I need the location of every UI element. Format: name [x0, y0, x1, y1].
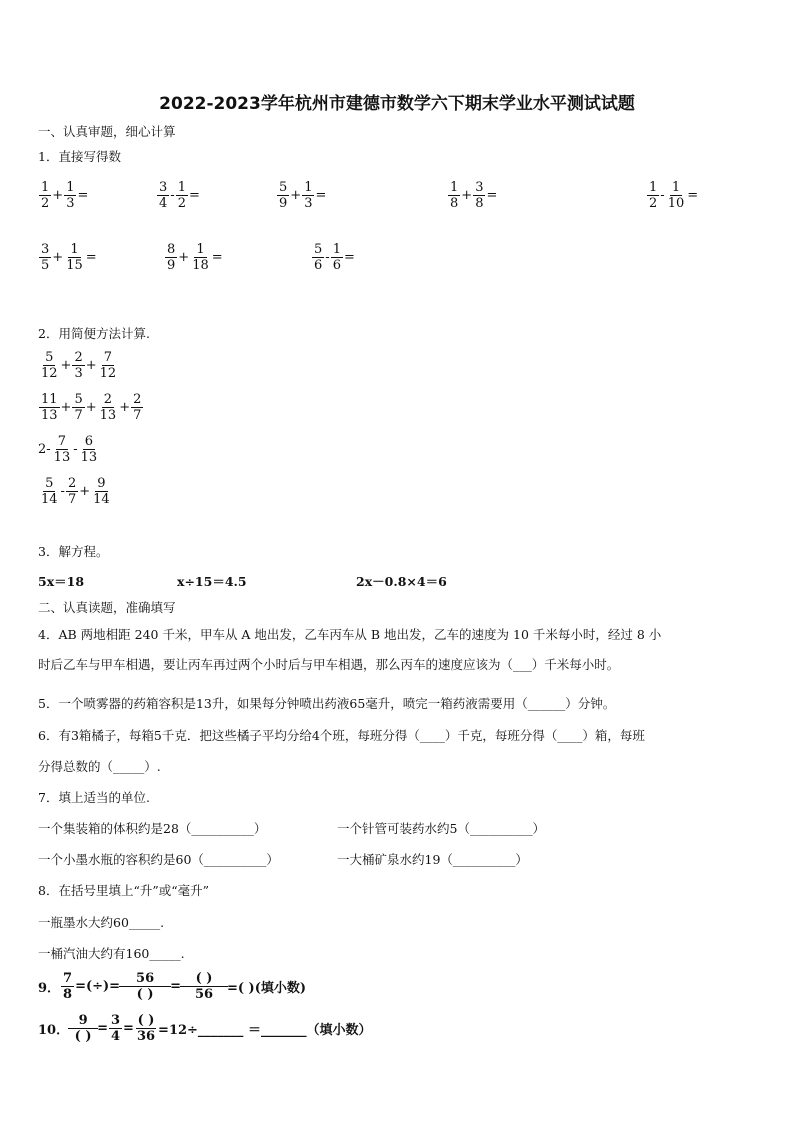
fraction: $\frac{7}{13}$ [53, 434, 71, 465]
fraction: $\frac{2}{3}$ [74, 350, 83, 381]
q4-line-1: 4．AB 两地相距 240 千米，甲车从 A 地出发，乙车丙车从 B 地出发，乙车的速度为 10 千米每小时，经过 8 小 [38, 627, 662, 642]
fraction: $\frac{3}{4}$ [159, 180, 168, 211]
fraction: $\frac{( )}{36}$ [136, 1013, 156, 1044]
q8-line-1: 一瓶墨水大约60_____. [38, 915, 165, 930]
fraction: $\frac{1}{3}$ [304, 180, 313, 211]
q1-expression: $\frac{8}{9}$ + $\frac{1}{18}$ = [167, 242, 223, 273]
q7-item-3: 一个小墨水瓶的容积约是60（__________） [38, 852, 279, 867]
q3-heading: 3．解方程。 [38, 544, 109, 559]
q1-heading: 1．直接写得数 [38, 149, 121, 164]
fraction: $\frac{7}{12}$ [99, 350, 117, 381]
section-2-heading: 二、认真读题，准确填写 [38, 600, 176, 615]
fraction: $\frac{9}{14}$ [93, 476, 110, 507]
fraction: $\frac{5}{7}$ [74, 392, 83, 423]
section-1-heading: 一、认真审题，细心计算 [38, 124, 176, 139]
q5-text: 5．一个喷雾器的药箱容积是13升，如果每分钟喷出药液65毫升，喷完一箱药液需要用（______）分钟。 [38, 696, 616, 711]
fraction: $\frac{1}{2}$ [649, 180, 658, 211]
q3-equation-1: 5x＝18 [38, 574, 85, 589]
fraction: $\frac{3}{5}$ [41, 242, 50, 273]
fraction: $\frac{2}{7}$ [67, 476, 77, 507]
q4-line-2: 时后乙车与甲车相遇，要让丙车再过两个小时后与甲车相遇，那么丙车的速度应该为（___）千米每小时。 [38, 657, 620, 672]
fraction: $\frac{1}{18}$ [192, 242, 209, 273]
fraction: $\frac{56}{( )}$ [121, 971, 169, 1002]
q1-expression: $\frac{5}{9}$ + $\frac{1}{3}$ = [279, 180, 327, 211]
q1-expression: $\frac{3}{4}$ - $\frac{1}{2}$ = [159, 180, 200, 211]
q7-item-1: 一个集装箱的体积约是28（__________） [38, 821, 267, 836]
fraction: $\frac{1}{15}$ [66, 242, 83, 273]
fraction: $\frac{2}{13}$ [99, 392, 117, 423]
fraction: $\frac{3}{4}$ [111, 1013, 121, 1044]
q1-expression: $\frac{5}{6}$ - $\frac{1}{6}$ = [314, 242, 355, 273]
q1-expression: $\frac{1}{2}$ - $\frac{1}{10}$ = [649, 180, 699, 211]
fraction: $\frac{5}{9}$ [279, 180, 288, 211]
q8-line-2: 一桶汽油大约有160_____. [38, 946, 185, 961]
fraction: $\frac{1}{3}$ [66, 180, 75, 211]
fraction: $\frac{6}{13}$ [80, 434, 98, 465]
q2-expression-4: $\frac{5}{14}$ - $\frac{2}{7}$ + $\frac{9}{14}$ [41, 476, 110, 507]
fraction: $\frac{1}{6}$ [332, 242, 341, 273]
fraction: $\frac{( )}{56}$ [182, 971, 226, 1002]
fraction: $\frac{5}{14}$ [41, 476, 58, 507]
fraction: $\frac{5}{6}$ [314, 242, 323, 273]
q1-expression: $\frac{3}{5}$ + $\frac{1}{15}$ = [41, 242, 97, 273]
fraction: $\frac{9}{( )}$ [70, 1013, 96, 1044]
fraction: $\frac{1}{8}$ [450, 180, 459, 211]
fraction: $\frac{2}{7}$ [133, 392, 142, 423]
fraction: $\frac{1}{2}$ [41, 180, 50, 211]
page-title: 2022-2023学年杭州市建德市数学六下期末学业水平测试试题 [159, 94, 635, 114]
fraction: $\frac{8}{9}$ [167, 242, 176, 273]
q2-expression-2: $\frac{11}{13}$ + $\frac{5}{7}$ + $\frac{2}{13}$ + $\frac{2}{7}$ [41, 392, 142, 423]
q2-expression-3: 2- $\frac{7}{13}$ - $\frac{6}{13}$ [38, 434, 98, 465]
q9-expression: 9． $\frac{7}{8}$ =(÷)= $\frac{56}{( )}$ = $\frac{( )}{56}$ =( )(填小数) [38, 971, 307, 1002]
q1-expression: $\frac{1}{8}$ + $\frac{3}{8}$ = [450, 180, 498, 211]
fraction: $\frac{7}{8}$ [63, 971, 73, 1002]
q7-heading: 7．填上适当的单位. [38, 790, 150, 805]
fraction: $\frac{1}{2}$ [177, 180, 186, 211]
q3-equation-2: x÷15＝4.5 [177, 574, 247, 589]
fraction: $\frac{3}{8}$ [475, 180, 484, 211]
q2-expression-1: $\frac{5}{12}$ + $\frac{2}{3}$ + $\frac{7}{12}$ [41, 350, 117, 381]
fraction: $\frac{11}{13}$ [41, 392, 58, 423]
q3-equation-3: 2x－0.8×4＝6 [356, 574, 447, 589]
fraction: $\frac{5}{12}$ [41, 350, 58, 381]
fraction: $\frac{1}{10}$ [667, 180, 685, 211]
q7-item-2: 一个针管可装药水约5（__________） [337, 821, 545, 836]
q2-heading: 2．用简便方法计算. [38, 326, 150, 341]
q8-heading: 8．在括号里填上“升”或“毫升” [38, 883, 210, 898]
q7-item-4: 一大桶矿泉水约19（__________） [337, 852, 528, 867]
q1-expression: $\frac{1}{2}$ + $\frac{1}{3}$ = [41, 180, 89, 211]
q6-line-2: 分得总数的（_____）. [38, 759, 161, 774]
q10-expression: 10． $\frac{9}{( )}$ = $\frac{3}{4}$ = $\frac{( )}{36}$ =12÷_______ ＝_______（填小数） [38, 1013, 372, 1044]
q6-line-1: 6．有3箱橘子，每箱5千克．把这些橘子平均分给4个班，每班分得（____）千克，每班分得（____）箱，每班 [38, 728, 645, 743]
